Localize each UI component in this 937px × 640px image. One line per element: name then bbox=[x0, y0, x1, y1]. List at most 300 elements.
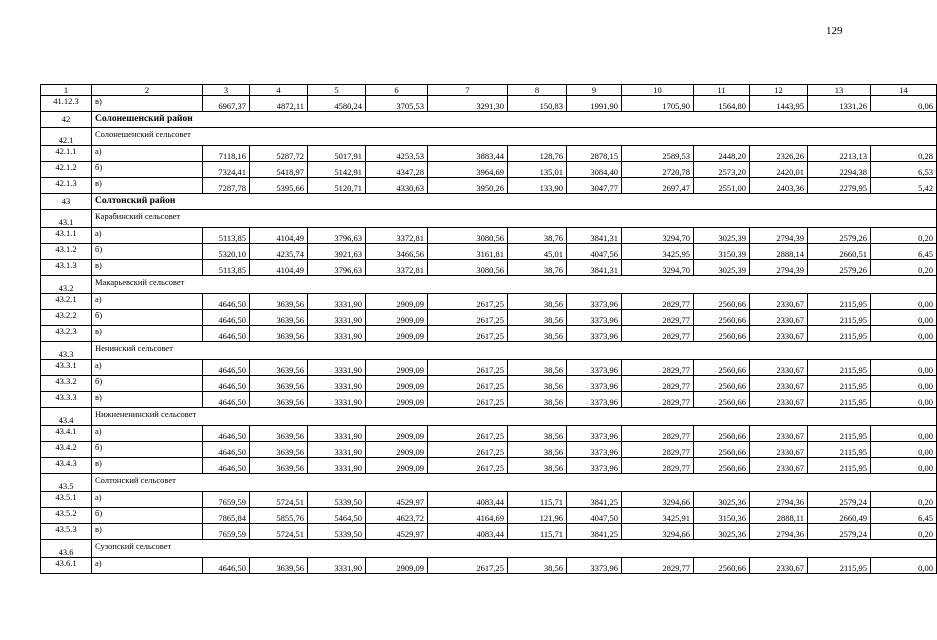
value-cell: 3466,56 bbox=[366, 244, 428, 260]
subsection-row bbox=[41, 276, 937, 294]
row-code: 43.4.2 bbox=[41, 442, 92, 458]
value-cell: 2115,95 bbox=[808, 326, 871, 342]
value-cell: 5464,50 bbox=[308, 508, 366, 524]
value-cell: 3796,63 bbox=[308, 260, 366, 276]
value-cell: 4253,53 bbox=[366, 146, 428, 162]
row-option: в) bbox=[92, 178, 203, 194]
header-cell: 2 bbox=[92, 85, 203, 96]
value-cell: 2829,77 bbox=[622, 426, 694, 442]
value-cell: 2878,15 bbox=[567, 146, 622, 162]
value-cell: 150,83 bbox=[508, 96, 567, 112]
header-cell: 14 bbox=[871, 85, 937, 96]
subsection-title: Макарьевский сельсовет bbox=[92, 276, 937, 294]
row-code: 43.2.3 bbox=[41, 326, 92, 342]
page-number: 129 bbox=[826, 25, 843, 37]
value-cell: 2617,25 bbox=[428, 458, 508, 474]
value-cell: 38,56 bbox=[508, 360, 567, 376]
value-cell: 5120,71 bbox=[308, 178, 366, 194]
value-cell: 135,01 bbox=[508, 162, 567, 178]
value-cell: 3950,26 bbox=[428, 178, 508, 194]
value-cell: 0,00 bbox=[871, 458, 937, 474]
value-cell: 5339,50 bbox=[308, 492, 366, 508]
value-cell: 0,00 bbox=[871, 442, 937, 458]
row-option: а) bbox=[92, 492, 203, 508]
header-cell: 11 bbox=[694, 85, 750, 96]
value-cell: 38,56 bbox=[508, 458, 567, 474]
value-cell: 3373,96 bbox=[567, 360, 622, 376]
subsection-title: Нижнененинский сельсовет bbox=[92, 408, 937, 426]
value-cell: 2560,66 bbox=[694, 392, 750, 408]
value-cell: 6967,37 bbox=[203, 96, 250, 112]
table-row bbox=[41, 310, 937, 326]
value-cell: 2909,09 bbox=[366, 458, 428, 474]
value-cell: 3373,96 bbox=[567, 376, 622, 392]
value-cell: 2330,67 bbox=[750, 392, 808, 408]
value-cell: 4104,49 bbox=[250, 228, 308, 244]
value-cell: 3025,39 bbox=[694, 228, 750, 244]
value-cell: 2115,95 bbox=[808, 426, 871, 442]
value-cell: 3291,30 bbox=[428, 96, 508, 112]
value-cell: 3373,96 bbox=[567, 294, 622, 310]
value-cell: 4872,11 bbox=[250, 96, 308, 112]
value-cell: 4646,50 bbox=[203, 426, 250, 442]
value-cell: 3331,90 bbox=[308, 458, 366, 474]
value-cell: 3425,95 bbox=[622, 244, 694, 260]
subsection-code: 43.5 bbox=[41, 474, 92, 492]
row-option: а) bbox=[92, 228, 203, 244]
value-cell: 3373,96 bbox=[567, 558, 622, 574]
value-cell: 2579,24 bbox=[808, 492, 871, 508]
value-cell: 5339,50 bbox=[308, 524, 366, 540]
subsection-row bbox=[41, 408, 937, 426]
row-option: б) bbox=[92, 508, 203, 524]
value-cell: 2115,95 bbox=[808, 458, 871, 474]
value-cell: 0,00 bbox=[871, 376, 937, 392]
value-cell: 0,00 bbox=[871, 294, 937, 310]
value-cell: 3639,56 bbox=[250, 442, 308, 458]
table-row bbox=[41, 492, 937, 508]
value-cell: 3331,90 bbox=[308, 294, 366, 310]
value-cell: 2330,67 bbox=[750, 376, 808, 392]
value-cell: 4047,56 bbox=[567, 244, 622, 260]
value-cell: 2794,36 bbox=[750, 492, 808, 508]
value-cell: 3331,90 bbox=[308, 326, 366, 342]
value-cell: 7659,59 bbox=[203, 524, 250, 540]
subsection-row bbox=[41, 540, 937, 558]
row-option: в) bbox=[92, 326, 203, 342]
value-cell: 3639,56 bbox=[250, 392, 308, 408]
value-cell: 4529,97 bbox=[366, 524, 428, 540]
value-cell: 5724,51 bbox=[250, 524, 308, 540]
value-cell: 4529,97 bbox=[366, 492, 428, 508]
value-cell: 2589,53 bbox=[622, 146, 694, 162]
value-cell: 4047,50 bbox=[567, 508, 622, 524]
value-cell: 2560,66 bbox=[694, 376, 750, 392]
row-code: 43.1.1 bbox=[41, 228, 92, 244]
value-cell: 2909,09 bbox=[366, 310, 428, 326]
value-cell: 6,45 bbox=[871, 508, 937, 524]
value-cell: 0,20 bbox=[871, 492, 937, 508]
value-cell: 0,20 bbox=[871, 260, 937, 276]
value-cell: 3639,56 bbox=[250, 326, 308, 342]
value-cell: 5395,66 bbox=[250, 178, 308, 194]
value-cell: 3331,90 bbox=[308, 558, 366, 574]
value-cell: 3084,40 bbox=[567, 162, 622, 178]
value-cell: 4646,50 bbox=[203, 326, 250, 342]
value-cell: 2617,25 bbox=[428, 558, 508, 574]
value-cell: 2829,77 bbox=[622, 310, 694, 326]
value-cell: 2326,26 bbox=[750, 146, 808, 162]
value-cell: 7287,78 bbox=[203, 178, 250, 194]
value-cell: 3639,56 bbox=[250, 310, 308, 326]
row-code: 43.3.3 bbox=[41, 392, 92, 408]
value-cell: 2115,95 bbox=[808, 376, 871, 392]
header-cell: 10 bbox=[622, 85, 694, 96]
value-cell: 3150,39 bbox=[694, 244, 750, 260]
value-cell: 2330,67 bbox=[750, 326, 808, 342]
value-cell: 3047,77 bbox=[567, 178, 622, 194]
row-code: 43.2.1 bbox=[41, 294, 92, 310]
value-cell: 4623,72 bbox=[366, 508, 428, 524]
subsection-title: Солтонский сельсовет bbox=[92, 474, 937, 492]
value-cell: 3372,81 bbox=[366, 228, 428, 244]
value-cell: 4347,28 bbox=[366, 162, 428, 178]
row-code: 43.3.1 bbox=[41, 360, 92, 376]
value-cell: 2617,25 bbox=[428, 360, 508, 376]
row-option: в) bbox=[92, 260, 203, 276]
row-code: 43.1.2 bbox=[41, 244, 92, 260]
row-option: в) bbox=[92, 458, 203, 474]
value-cell: 7659,59 bbox=[203, 492, 250, 508]
value-cell: 2560,66 bbox=[694, 310, 750, 326]
value-cell: 2829,77 bbox=[622, 360, 694, 376]
value-cell: 3025,39 bbox=[694, 260, 750, 276]
value-cell: 2115,95 bbox=[808, 360, 871, 376]
value-cell: 7324,41 bbox=[203, 162, 250, 178]
header-cell: 8 bbox=[508, 85, 567, 96]
value-cell: 5855,76 bbox=[250, 508, 308, 524]
value-cell: 2617,25 bbox=[428, 294, 508, 310]
value-cell: 3639,56 bbox=[250, 426, 308, 442]
value-cell: 128,76 bbox=[508, 146, 567, 162]
header-cell: 3 bbox=[203, 85, 250, 96]
value-cell: 38,56 bbox=[508, 392, 567, 408]
value-cell: 2330,67 bbox=[750, 360, 808, 376]
table-row bbox=[41, 96, 937, 112]
value-cell: 1991,90 bbox=[567, 96, 622, 112]
value-cell: 3841,31 bbox=[567, 260, 622, 276]
value-cell: 3150,36 bbox=[694, 508, 750, 524]
value-cell: 38,56 bbox=[508, 294, 567, 310]
subsection-title: Сузопский сельсовет bbox=[92, 540, 937, 558]
value-cell: 38,56 bbox=[508, 326, 567, 342]
header-cell: 7 bbox=[428, 85, 508, 96]
header-cell: 13 bbox=[808, 85, 871, 96]
value-cell: 4580,24 bbox=[308, 96, 366, 112]
value-cell: 6,53 bbox=[871, 162, 937, 178]
table-row bbox=[41, 458, 937, 474]
value-cell: 38,56 bbox=[508, 310, 567, 326]
value-cell: 2617,25 bbox=[428, 376, 508, 392]
subsection-row bbox=[41, 342, 937, 360]
value-cell: 2294,38 bbox=[808, 162, 871, 178]
section-row bbox=[41, 194, 937, 210]
value-cell: 4164,69 bbox=[428, 508, 508, 524]
value-cell: 3331,90 bbox=[308, 426, 366, 442]
value-cell: 45,01 bbox=[508, 244, 567, 260]
value-cell: 3373,96 bbox=[567, 442, 622, 458]
header-cell: 5 bbox=[308, 85, 366, 96]
table-row bbox=[41, 244, 937, 260]
value-cell: 1443,95 bbox=[750, 96, 808, 112]
value-cell: 5418,97 bbox=[250, 162, 308, 178]
table-row bbox=[41, 326, 937, 342]
value-cell: 4646,50 bbox=[203, 558, 250, 574]
value-cell: 7865,84 bbox=[203, 508, 250, 524]
value-cell: 5724,51 bbox=[250, 492, 308, 508]
row-code: 41.12.3 bbox=[41, 96, 92, 112]
table-row bbox=[41, 146, 937, 162]
header-cell: 1 bbox=[41, 85, 92, 96]
value-cell: 4646,50 bbox=[203, 376, 250, 392]
table-row bbox=[41, 392, 937, 408]
row-option: в) bbox=[92, 524, 203, 540]
value-cell: 2794,36 bbox=[750, 524, 808, 540]
value-cell: 2115,95 bbox=[808, 310, 871, 326]
value-cell: 2617,25 bbox=[428, 310, 508, 326]
row-option: в) bbox=[92, 96, 203, 112]
value-cell: 115,71 bbox=[508, 492, 567, 508]
value-cell: 38,76 bbox=[508, 260, 567, 276]
value-cell: 3080,56 bbox=[428, 260, 508, 276]
value-cell: 4083,44 bbox=[428, 492, 508, 508]
value-cell: 2330,67 bbox=[750, 442, 808, 458]
value-cell: 0,00 bbox=[871, 392, 937, 408]
value-cell: 2829,77 bbox=[622, 458, 694, 474]
subsection-code: 43.6 bbox=[41, 540, 92, 558]
value-cell: 3294,70 bbox=[622, 260, 694, 276]
header-cell: 9 bbox=[567, 85, 622, 96]
value-cell: 4646,50 bbox=[203, 392, 250, 408]
section-row bbox=[41, 112, 937, 128]
row-code: 43.5.1 bbox=[41, 492, 92, 508]
subsection-row bbox=[41, 474, 937, 492]
value-cell: 1331,26 bbox=[808, 96, 871, 112]
value-cell: 3883,44 bbox=[428, 146, 508, 162]
value-cell: 4083,44 bbox=[428, 524, 508, 540]
value-cell: 38,56 bbox=[508, 376, 567, 392]
value-cell: 2909,09 bbox=[366, 392, 428, 408]
value-cell: 3921,63 bbox=[308, 244, 366, 260]
value-cell: 2560,66 bbox=[694, 426, 750, 442]
value-cell: 2115,95 bbox=[808, 442, 871, 458]
value-cell: 3841,25 bbox=[567, 524, 622, 540]
value-cell: 5320,10 bbox=[203, 244, 250, 260]
row-code: 42.1.2 bbox=[41, 162, 92, 178]
value-cell: 3639,56 bbox=[250, 458, 308, 474]
value-cell: 3161,81 bbox=[428, 244, 508, 260]
value-cell: 5142,91 bbox=[308, 162, 366, 178]
row-option: а) bbox=[92, 146, 203, 162]
value-cell: 0,20 bbox=[871, 228, 937, 244]
table-row bbox=[41, 178, 937, 194]
value-cell: 4646,50 bbox=[203, 458, 250, 474]
value-cell: 0,28 bbox=[871, 146, 937, 162]
subsection-title: Ненинский сельсовет bbox=[92, 342, 937, 360]
table-row bbox=[41, 294, 937, 310]
row-option: б) bbox=[92, 376, 203, 392]
value-cell: 2579,24 bbox=[808, 524, 871, 540]
section-title: Солонешенский район bbox=[92, 112, 937, 128]
value-cell: 2573,20 bbox=[694, 162, 750, 178]
value-cell: 2330,67 bbox=[750, 310, 808, 326]
value-cell: 3705,53 bbox=[366, 96, 428, 112]
subsection-row bbox=[41, 210, 937, 228]
row-option: а) bbox=[92, 294, 203, 310]
value-cell: 0,00 bbox=[871, 426, 937, 442]
value-cell: 5017,91 bbox=[308, 146, 366, 162]
value-cell: 3841,31 bbox=[567, 228, 622, 244]
value-cell: 2909,09 bbox=[366, 442, 428, 458]
row-code: 42.1.1 bbox=[41, 146, 92, 162]
value-cell: 2888,11 bbox=[750, 508, 808, 524]
value-cell: 3425,91 bbox=[622, 508, 694, 524]
table-row bbox=[41, 376, 937, 392]
tariff-table bbox=[40, 84, 937, 574]
value-cell: 5,42 bbox=[871, 178, 937, 194]
row-code: 43.2.2 bbox=[41, 310, 92, 326]
value-cell: 2213,13 bbox=[808, 146, 871, 162]
value-cell: 2794,39 bbox=[750, 228, 808, 244]
value-cell: 5287,72 bbox=[250, 146, 308, 162]
value-cell: 4646,50 bbox=[203, 360, 250, 376]
value-cell: 2330,67 bbox=[750, 558, 808, 574]
table-row bbox=[41, 360, 937, 376]
table-row bbox=[41, 558, 937, 574]
row-option: б) bbox=[92, 162, 203, 178]
value-cell: 2909,09 bbox=[366, 426, 428, 442]
row-option: а) bbox=[92, 426, 203, 442]
value-cell: 3025,36 bbox=[694, 492, 750, 508]
value-cell: 3639,56 bbox=[250, 360, 308, 376]
value-cell: 2560,66 bbox=[694, 294, 750, 310]
value-cell: 2720,78 bbox=[622, 162, 694, 178]
value-cell: 3796,63 bbox=[308, 228, 366, 244]
table-row bbox=[41, 260, 937, 276]
value-cell: 38,76 bbox=[508, 228, 567, 244]
subsection-row bbox=[41, 128, 937, 146]
value-cell: 38,56 bbox=[508, 558, 567, 574]
value-cell: 3025,36 bbox=[694, 524, 750, 540]
value-cell: 2909,09 bbox=[366, 294, 428, 310]
row-code: 43.4.1 bbox=[41, 426, 92, 442]
value-cell: 121,96 bbox=[508, 508, 567, 524]
value-cell: 2560,66 bbox=[694, 458, 750, 474]
table-body bbox=[41, 85, 937, 574]
row-option: б) bbox=[92, 442, 203, 458]
value-cell: 4235,74 bbox=[250, 244, 308, 260]
row-option: а) bbox=[92, 360, 203, 376]
value-cell: 2560,66 bbox=[694, 442, 750, 458]
value-cell: 2617,25 bbox=[428, 442, 508, 458]
value-cell: 38,56 bbox=[508, 442, 567, 458]
value-cell: 2420,01 bbox=[750, 162, 808, 178]
value-cell: 0,00 bbox=[871, 360, 937, 376]
value-cell: 2909,09 bbox=[366, 558, 428, 574]
value-cell: 3639,56 bbox=[250, 558, 308, 574]
value-cell: 2829,77 bbox=[622, 392, 694, 408]
header-cell: 4 bbox=[250, 85, 308, 96]
value-cell: 0,00 bbox=[871, 326, 937, 342]
value-cell: 3294,66 bbox=[622, 492, 694, 508]
subsection-code: 43.3 bbox=[41, 342, 92, 360]
value-cell: 5113,85 bbox=[203, 260, 250, 276]
value-cell: 38,56 bbox=[508, 426, 567, 442]
value-cell: 0,20 bbox=[871, 524, 937, 540]
table-row bbox=[41, 508, 937, 524]
value-cell: 2579,26 bbox=[808, 228, 871, 244]
value-cell: 2829,77 bbox=[622, 442, 694, 458]
value-cell: 2330,67 bbox=[750, 426, 808, 442]
value-cell: 2551,00 bbox=[694, 178, 750, 194]
value-cell: 1705,90 bbox=[622, 96, 694, 112]
value-cell: 2888,14 bbox=[750, 244, 808, 260]
subsection-title: Солонешенский сельсовет bbox=[92, 128, 937, 146]
table-row bbox=[41, 426, 937, 442]
value-cell: 3080,56 bbox=[428, 228, 508, 244]
value-cell: 0,00 bbox=[871, 310, 937, 326]
value-cell: 2909,09 bbox=[366, 360, 428, 376]
value-cell: 4104,49 bbox=[250, 260, 308, 276]
section-code: 43 bbox=[41, 194, 92, 210]
row-code: 43.4.3 bbox=[41, 458, 92, 474]
table-row bbox=[41, 162, 937, 178]
value-cell: 2794,39 bbox=[750, 260, 808, 276]
value-cell: 2660,49 bbox=[808, 508, 871, 524]
value-cell: 4646,50 bbox=[203, 310, 250, 326]
value-cell: 2330,67 bbox=[750, 294, 808, 310]
value-cell: 2829,77 bbox=[622, 294, 694, 310]
value-cell: 3331,90 bbox=[308, 310, 366, 326]
value-cell: 4646,50 bbox=[203, 294, 250, 310]
row-code: 43.5.3 bbox=[41, 524, 92, 540]
value-cell: 3372,81 bbox=[366, 260, 428, 276]
table-row bbox=[41, 524, 937, 540]
value-cell: 3373,96 bbox=[567, 426, 622, 442]
header-cell: 12 bbox=[750, 85, 808, 96]
value-cell: 4330,63 bbox=[366, 178, 428, 194]
value-cell: 7118,16 bbox=[203, 146, 250, 162]
value-cell: 0,00 bbox=[871, 558, 937, 574]
value-cell: 3639,56 bbox=[250, 294, 308, 310]
value-cell: 2115,95 bbox=[808, 294, 871, 310]
value-cell: 4646,50 bbox=[203, 442, 250, 458]
value-cell: 2829,77 bbox=[622, 558, 694, 574]
value-cell: 2617,25 bbox=[428, 426, 508, 442]
row-code: 43.5.2 bbox=[41, 508, 92, 524]
value-cell: 2617,25 bbox=[428, 326, 508, 342]
header-cell: 6 bbox=[366, 85, 428, 96]
row-option: а) bbox=[92, 558, 203, 574]
row-code: 43.6.1 bbox=[41, 558, 92, 574]
value-cell: 3373,96 bbox=[567, 310, 622, 326]
value-cell: 2660,51 bbox=[808, 244, 871, 260]
row-option: б) bbox=[92, 310, 203, 326]
section-code: 42 bbox=[41, 112, 92, 128]
row-code: 43.3.2 bbox=[41, 376, 92, 392]
value-cell: 2560,66 bbox=[694, 360, 750, 376]
row-code: 42.1.3 bbox=[41, 178, 92, 194]
